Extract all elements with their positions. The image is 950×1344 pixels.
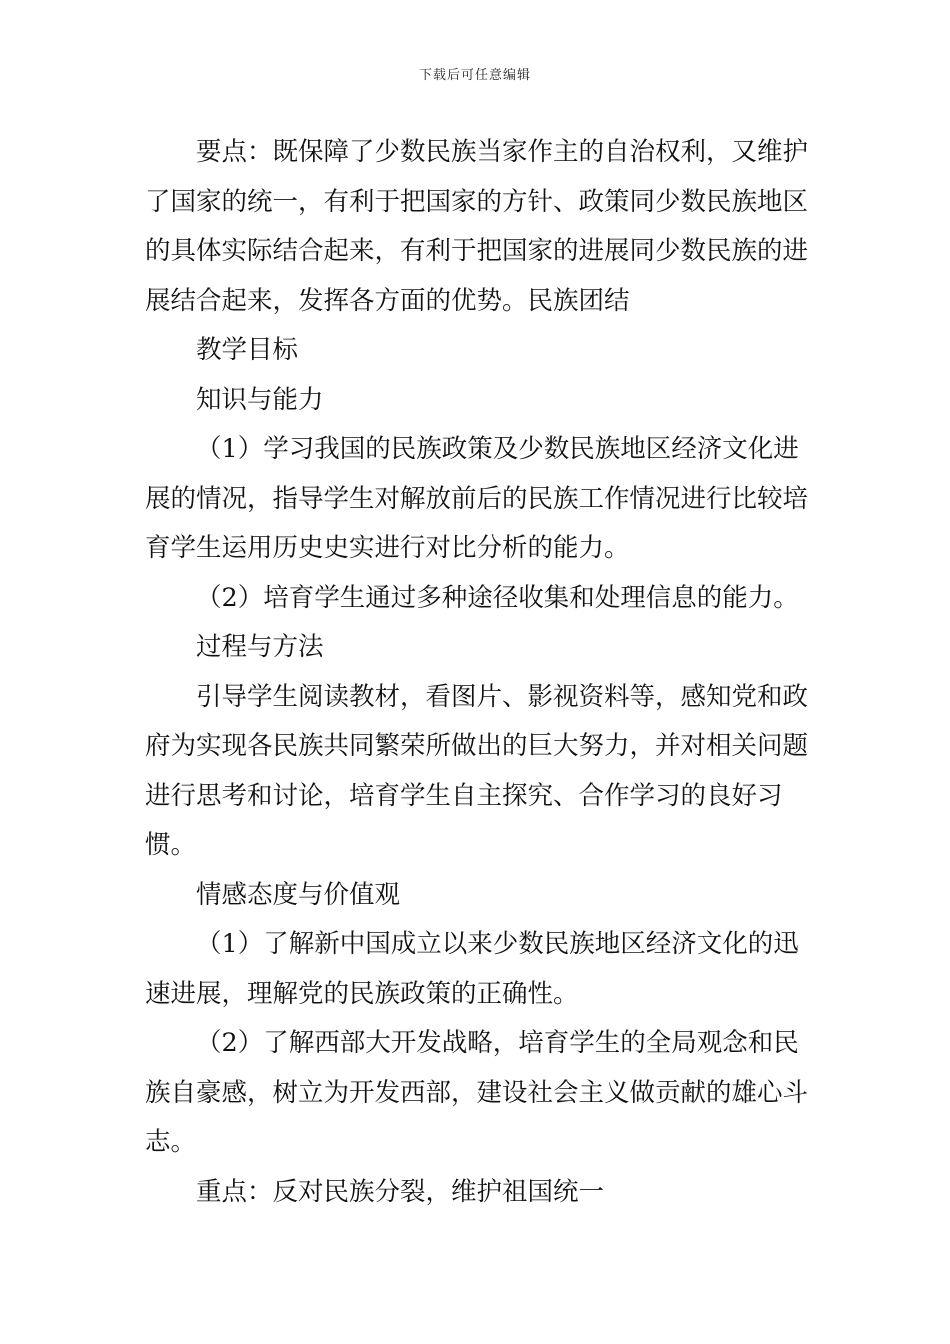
page-header-note: 下载后可任意编辑 bbox=[418, 68, 531, 83]
document-body bbox=[145, 128, 811, 1217]
heading-teaching-goals: 教学目标 bbox=[196, 335, 299, 365]
paragraph-knowledge-item-2: （2）培育学生通过多种途径收集和处理信息的能力。 bbox=[196, 582, 799, 613]
heading-process-method: 过程与方法 bbox=[196, 632, 324, 662]
paragraph-focus: 重点：反对民族分裂，维护祖国统一 bbox=[196, 1176, 605, 1207]
paragraph-process-method: 引导学生阅读教材，看图片、影视资料等，感知党和政府为实现各民族共同繁荣所做出的巨大努力，并对相关问题进行思考和讨论，培育学生自主探究、合作学习的良好习惯。 bbox=[145, 681, 809, 860]
heading-knowledge-ability: 知识与能力 bbox=[196, 384, 324, 415]
heading-emotion-values: 情感态度与价值观 bbox=[196, 879, 401, 910]
paragraph-emotion-item-1: （1）了解新中国成立以来少数民族地区经济文化的迅速进展，理解党的民族政策的正确性。 bbox=[145, 929, 799, 1009]
paragraph-knowledge-item-1: （1）学习我国的民族政策及少数民族地区经济文化进展的情况，指导学生对解放前后的民族工作情况进行比较培育学生运用历史史实进行对比分析的能力。 bbox=[145, 434, 809, 563]
paragraph-key-points: 要点：既保障了少数民族当家作主的自治权利，又维护了国家的统一，有利于把国家的方针、政策同少数民族地区的具体实际结合起来，有利于把国家的进展同少数民族的进展结合起来，发挥各方面的优势。民族团结 bbox=[145, 137, 809, 316]
paragraph-emotion-item-2: （2）了解西部大开发战略，培育学生的全局观念和民族自豪感，树立为开发西部，建设社会主义做贡献的雄心斗志。 bbox=[145, 1028, 809, 1157]
